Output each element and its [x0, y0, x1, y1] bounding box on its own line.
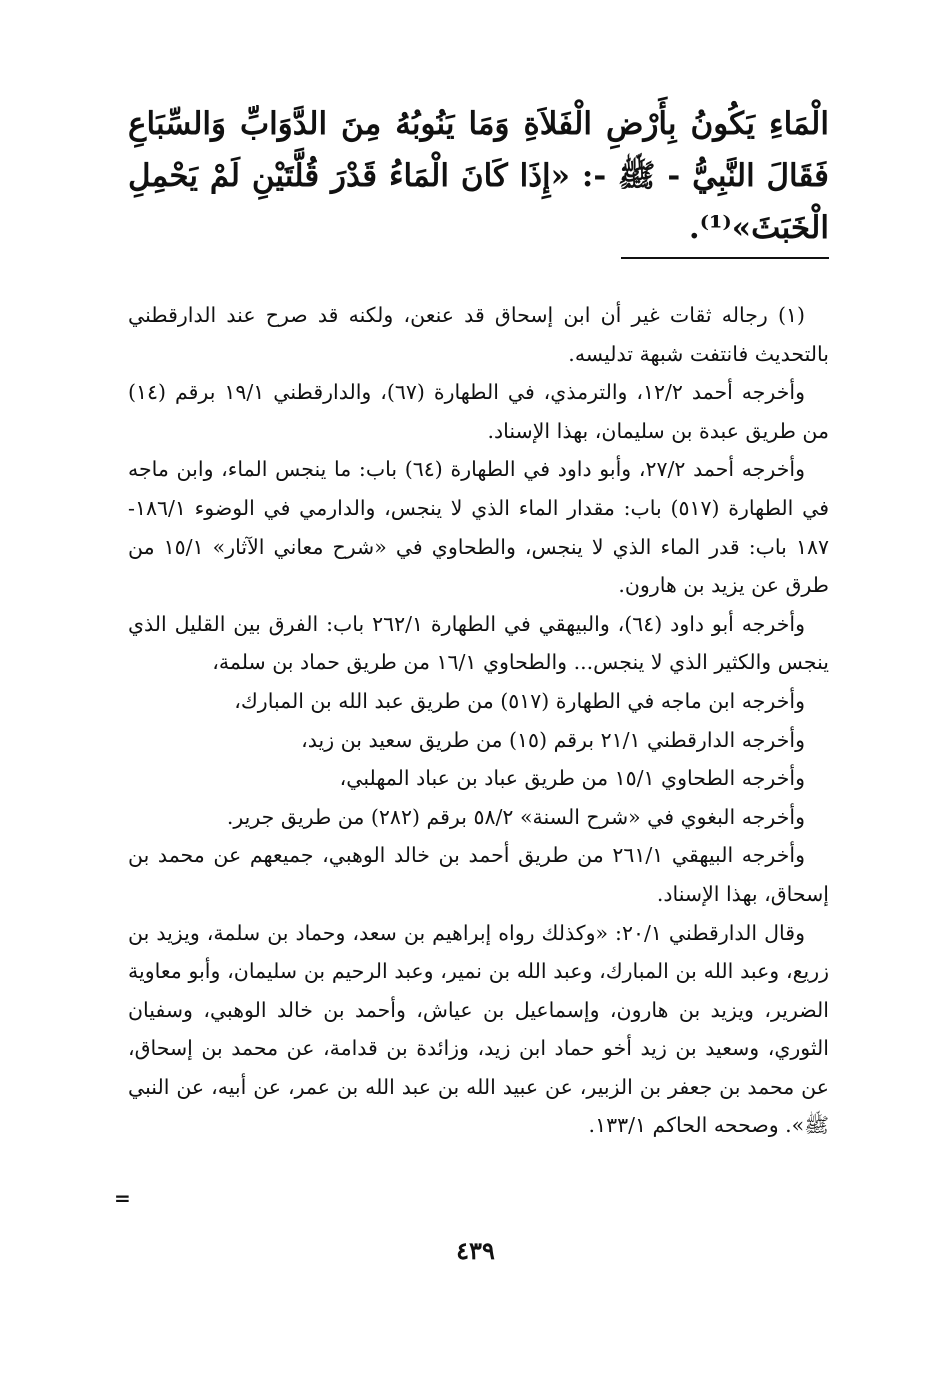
footnote-paragraph: وقال الدارقطني ٢٠/١: «وكذلك رواه إبراهيم بن سعد، وحماد بن سلمة، ويزيد بن زريع، وعبد الله بن المبارك، وعبد الله بن نمير، وعبد الرحيم بن سليمان، وأبو معاوية الضرير، ويزيد بن هارون، وإسماعيل بن عياش، وأحمد بن خالد الوهبي، وسفيان الثوري، وسعيد بن زيد أخو حماد ابن زيد، وزائدة بن قدامة، عن محمد بن إسحاق، عن محمد بن جعفر بن الزبير، عن عبيد الله بن عبد الله بن عمر، عن أبيه، عن النبي ﷺ». وصححه الحاكم ١٣٣/١.	[128, 920, 829, 1138]
footnote-paragraph: وأخرجه أبو داود (٦٤)، والبيهقي في الطهارة ٢٦٢/١ باب: الفرق بين القليل الذي ينجس والكثير الذي لا ينجس... والطحاوي ١٦/١ من طريق حماد بن سلمة،	[128, 611, 829, 675]
footnote-paragraph: وأخرجه ابن ماجه في الطهارة (٥١٧) من طريق عبد الله بن المبارك،	[234, 688, 805, 713]
footnote-paragraph: وأخرجه الطحاوي ١٥/١ من طريق عباد بن عباد المهلبي،	[339, 766, 805, 791]
continuation-mark: =	[114, 1186, 131, 1210]
footnote-paragraph: وأخرجه أحمد ١٢/٢، والترمذي، في الطهارة (٦٧)، والدارقطني ١٩/١ برقم (١٤) من طريق عبدة بن سليمان، بهذا الإسناد.	[128, 380, 829, 443]
footnote-paragraph: (١) رجاله ثقات غير أن ابن إسحاق قد عنعن، ولكنه قد صرح عند الدارقطني بالتحديث فانتفت شبهة تدليسه.	[128, 303, 829, 366]
footnote-divider	[621, 257, 829, 259]
page-number: ٤٣٩	[456, 1236, 495, 1265]
main-text: الْمَاءِ يَكُونُ بِأَرْضِ الْفَلاَةِ وَمَا يَنُوبُهُ مِنَ الدَّوَابِّ وَالسِّبَاعِ فَقَالَ النَّبِيُّ - ﷺ -: «إِذَا كَانَ الْمَاءُ قَدْرَ قُلَّتَيْنِ لَمْ يَحْمِلِ الْخَبَثَ»⁽¹⁾.	[128, 106, 829, 246]
footnotes	[128, 296, 829, 1145]
footnote-paragraph: وأخرجه البيهقي ٢٦١/١ من طريق أحمد بن خالد الوهبي، جميعهم عن محمد بن إسحاق، بهذا الإسناد.	[128, 843, 829, 906]
footnote-paragraph: وأخرجه أحمد ٢٧/٢، وأبو داود في الطهارة (٦٤) باب: ما ينجس الماء، وابن ماجه في الطهارة (٥١٧) باب: مقدار الماء الذي لا ينجس، والدارمي في الوضوء ١٨٦/١- ١٨٧ باب: قدر الماء الذي لا ينجس، والطحاوي في «شرح معاني الآثار» ١٥/١ من طرق عن يزيد بن هارون.	[128, 457, 829, 598]
footnote-paragraph: وأخرجه البغوي في «شرح السنة» ٥٨/٢ برقم (٢٨٢) من طريق جرير.	[226, 804, 805, 829]
footnote-paragraph: وأخرجه الدارقطني ٢١/١ برقم (١٥) من طريق سعيد بن زيد،	[301, 727, 805, 752]
